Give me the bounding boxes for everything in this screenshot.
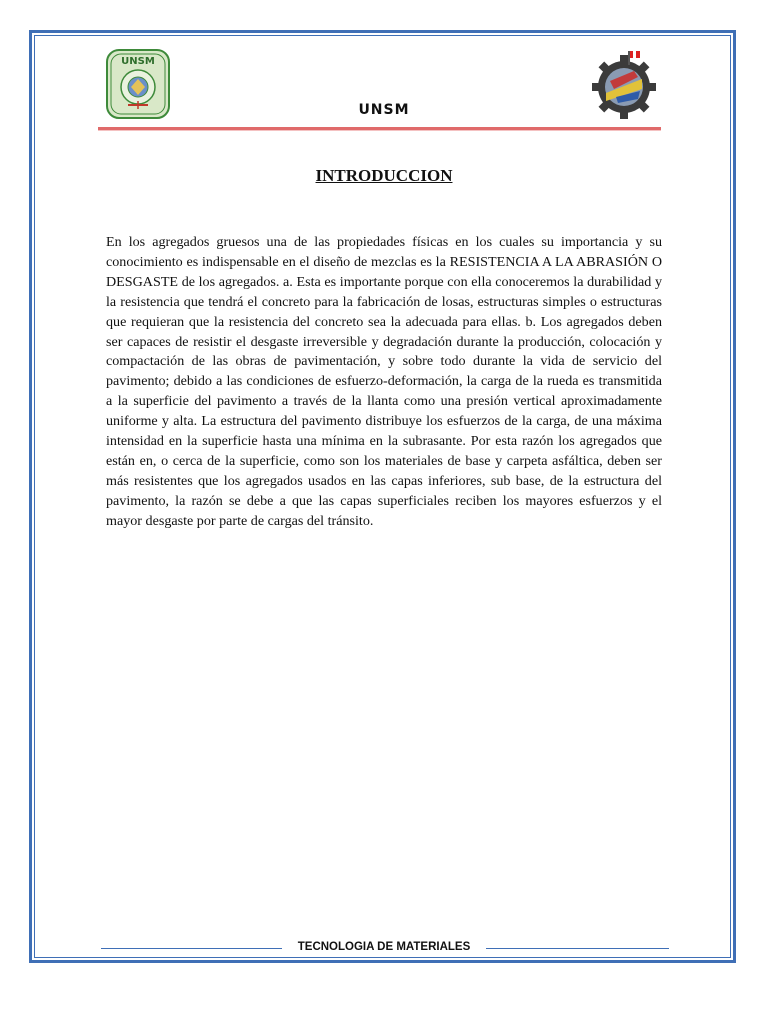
header-divider-shadow <box>98 130 661 131</box>
footer-rule-left <box>101 948 282 949</box>
section-heading: INTRODUCCION <box>315 166 453 185</box>
header-title: UNSM <box>358 102 410 118</box>
seal-top-text: UNSM <box>121 56 155 67</box>
footer-rule-right <box>486 948 669 949</box>
body-paragraph: En los agregados gruesos una de las propiedades físicas en los cuales su importancia y su conocimiento es indispensable en el diseño de mezclas es la RESISTENCIA A LA ABRASIÓN O DESGASTE de los agregados. a. Esta es importante porque con ella conoceremos la durabilidad y la resistencia que tendrá el concreto para la fabricación de losas, estructuras simples o estructuras que requieran que la resistencia del concreto sea la adecuada para ellas. b. Los agregados deben ser capaces de resistir el desgaste irreversible y degradación durante la producción, colocación y compactación de las obras de pavimentación, y sobre todo durante la vida de servicio del pavimento; debido a las condiciones de esfuerzo-deformación, la carga de la rueda es transmitida a la superficie del pavimento a través de la llanta como una presión vertical aproximadamente uniforme y alta. La estructura del pavimento distribuye los esfuerzos de la carga, de una máxima intensidad en la superficie hasta una mínima en la subrasante. Por esta razón los agregados que están en, o cerca de la superficie, como son los materiales de base y carpeta asfáltica, deben ser más resistentes que los agregados usados en las capas inferiores, sub base, de la estructura del pavimento, la razón se debe a que las capas superficiales reciben los mayores esfuerzos y el mayor desgaste por parte de cargas del tránsito. <box>106 234 662 529</box>
footer-title: TECNOLOGIA DE MATERIALES <box>297 941 471 953</box>
